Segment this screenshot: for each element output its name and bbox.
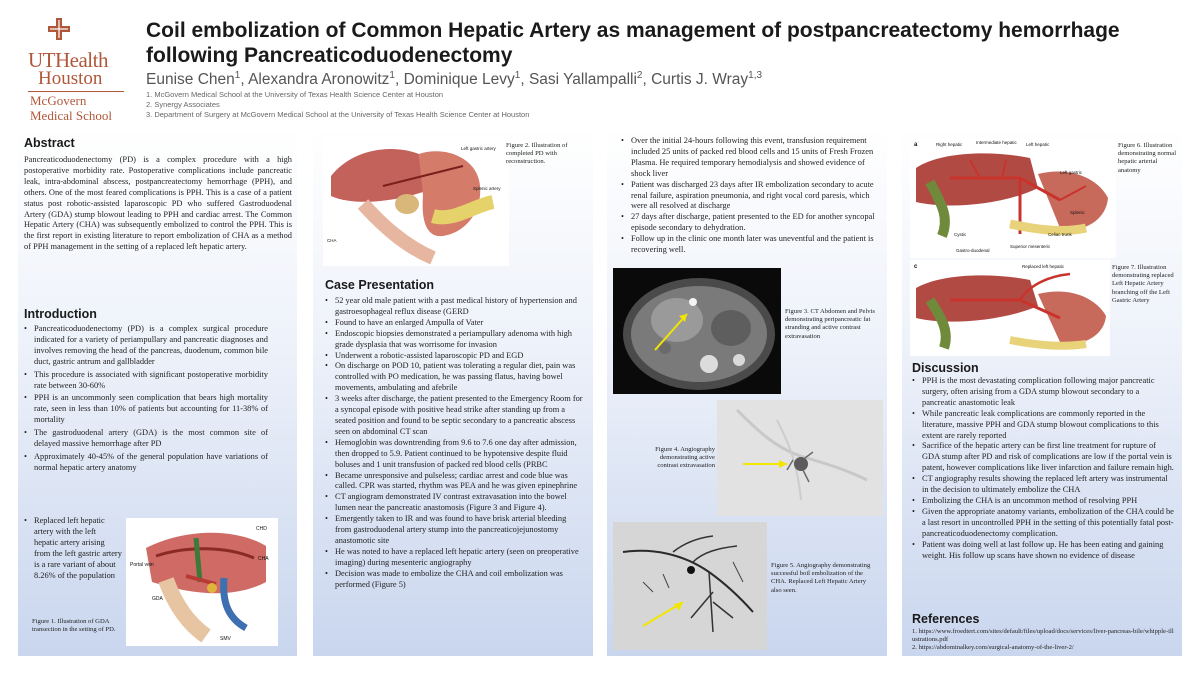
list-item: • CT angiogram demonstrated IV contrast extravasation into the bowel lumen near the pancreatic anastomosis (Figure 3 and Figure 4). (325, 492, 583, 514)
list-item: • PPH is an uncommonly seen complication that bears high mortality rate, seen in less than 10% of patients but accounting for 11-38% of mortality (24, 393, 268, 426)
figure-1-label: Portal vein (130, 562, 154, 568)
list-item: • 3 weeks after discharge, the patient presented to the Emergency Room for a syncopal episode with positive head strike after standing up from a seated position and found to be septic secondary to a pancreatic abscess seen on abdominal CT scan (325, 394, 583, 438)
logo-divider (28, 91, 124, 92)
poster-header (0, 0, 1200, 122)
list-item: • The gastroduodenal artery (GDA) is the most common site of delayed massive hemorrhage after PD (24, 428, 268, 450)
figure-6-illustration (910, 138, 1116, 258)
affiliation-list (146, 90, 529, 120)
figure-2-caption: Figure 2. Illustration of completed PD with reconstruction. (506, 142, 568, 166)
embolization-angiography-drawing (613, 522, 767, 650)
list-item: • Approximately 40-45% of the general population have variations of normal hepatic artery anatomy (24, 452, 268, 474)
list-item: • Found to have an enlarged Ampulla of Vater (325, 318, 583, 329)
affiliation-item: 3. Department of Surgery at McGovern Medical School at the University of Texas Health Science Center at Houston (146, 110, 530, 119)
figure-7-panel-letter: c (914, 264, 918, 270)
list-item: • Replaced left hepatic artery with the left hepatic artery arising from the left gastric artery is a rare variant of about 8.26% of the population (24, 516, 122, 581)
figure-6-label: Right hepatic (936, 142, 963, 147)
author-name: Dominique Levy (403, 71, 515, 89)
author-list: Eunise Chen$^1$, Alexandra Aronowitz$^1$, Dominique Levy$^1$, Sasi Yallampalli$^2$, Curtis J. Wray$^{1,3}$ (146, 70, 763, 89)
logo-text-houston: Houston (38, 68, 103, 89)
column-4 (902, 128, 1182, 656)
figure-6-label: Cystic (954, 232, 967, 237)
figure-6-label: Superior mesenteric (1010, 244, 1051, 249)
list-item: • Hemoglobin was downtrending from 9.6 to 7.6 one day after admission, then dropped to 5.9. Patient continued to be hypotensive despite fluid boluses and 1 unit transfusion of packed red blood cells (PRBC (325, 438, 583, 471)
list-item: • Patient was discharged 23 days after IR embolization secondary to acute renal failure, aspiration pneumonia, and right vocal cord paresis, which were all resolved at discharge (621, 180, 879, 213)
list-item: • CT angiography results showing the replaced left artery was instrumental in the decision to ultimately embolize the CHA (912, 474, 1174, 496)
references-heading: References (912, 612, 980, 626)
list-item: • Embolizing the CHA is an uncommon method of resolving PPH (912, 496, 1174, 507)
list-item: • Pancreaticoduodenectomy (PD) is a complex surgical procedure indicated for a variety of periampullary and pancreatic diagnoses and involves removing the head of the pancreas, duodenum, common bile duct, gastric antrum and gallbladder (24, 324, 268, 368)
list-item: • This procedure is associated with significant postoperative morbidity rate between 30-60% (24, 370, 268, 392)
logo-text-uthealth: UTHealth (28, 48, 108, 72)
list-item: • While pancreatic leak complications are commonly reported in the literature, massive PPH and GDA stump blowout complications to this extent are rarely reported (912, 409, 1174, 442)
figure-6-panel-letter: a (914, 142, 918, 148)
figure-2-label: CHA (327, 238, 337, 243)
list-item: • PPH is the most devastating complication following major pancreatic surgery, often arising from a GDA stump blowout secondary to a pancreatic anastomotic leak (912, 376, 1174, 409)
reference-item: 1. https://www.froedtert.com/sites/default/files/upload/docs/services/liver-pancreas-bile/whipple-illustrations.pdf (912, 628, 1174, 644)
figure-5-caption: Figure 5. Angiography demonstrating successful boil embolization of the CHA. Replaced Left Hepatic Artery also seen. (771, 562, 871, 594)
list-item: • Emergently taken to IR and was found to have brisk arterial bleeding from gastroduodenal artery stump into the pancreaticojejunostomy anastomotic site (325, 514, 583, 547)
figure-1-label: SMV (220, 636, 231, 642)
figure-7-illustration (910, 260, 1110, 356)
replaced-left-hepatic-drawing (910, 260, 1110, 356)
abstract-heading: Abstract (24, 136, 75, 150)
author-name: Alexandra Aronowitz (248, 71, 390, 89)
column-3 (607, 128, 887, 656)
list-item: • 52 year old male patient with a past medical history of hypertension and gastroesophageal reflux disease (GERD (325, 296, 583, 318)
logo-text-medical-school: Medical School (30, 108, 112, 123)
figure-6-label: Celiac trunk (1048, 232, 1072, 237)
references-list (912, 628, 1174, 653)
list-item: • Decision was made to embolize the CHA and coil embolization was performed (Figure 5) (325, 569, 583, 591)
figure-1-label: CHA (258, 556, 269, 562)
figure-2-label: Left gastric artery (461, 146, 496, 151)
column-1 (18, 128, 297, 656)
case-presentation-list (325, 296, 583, 590)
list-item: • Became unresponsive and pulseless; cardiac arrest and code blue was called. CPR was started, rhythm was PEA and he was given epinephrine (325, 471, 583, 493)
column-2 (313, 128, 593, 656)
author-affiliation-sup: 1,3 (748, 70, 763, 81)
author-affiliation-sup: 2 (636, 70, 643, 81)
poster-title: Coil embolization of Common Hepatic Artery as management of postpancreatectomy hemorrhage following Pancreaticoduodenectomy (146, 19, 1120, 67)
list-item: • Sacrifice of the hepatic artery can be first line treatment for rupture of GDA stump after PD and risk of complications are low if the portal vein is patent, however complications like liver infarction and failure remain high. (912, 441, 1174, 474)
author-affiliation-sup: 1 (514, 70, 521, 81)
figure-6-label: Left hepatic (1026, 142, 1050, 147)
gda-transection-drawing (126, 518, 278, 646)
figure-6-label: Intermediate hepatic (976, 140, 1017, 145)
uthealth-cross-icon (48, 18, 70, 40)
angiography-drawing (717, 400, 883, 516)
figure-4-caption: Figure 4. Angiography demonstrating active contrast extravasation (655, 446, 715, 470)
author-name: Eunise Chen (146, 71, 235, 89)
list-item: • Patient was doing well at last follow up. He has been eating and gaining weight. His follow up scans have shown no evidence of disease (912, 540, 1174, 562)
figure-7-caption: Figure 7. Illustration demonstrating replaced Left Hepatic Artery branching off the Left Gastric Artery (1112, 264, 1174, 304)
logo-text-mcgovern: McGovern (30, 93, 87, 108)
list-item: • Over the initial 24-hours following this event, transfusion requirement included 25 units of packed red blood cells and 15 units of Fresh Frozen Plasma. He required temporary hemodialysis and showed evidence of shock liver (621, 136, 879, 180)
list-item: • 27 days after discharge, patient presented to the ED for another syncopal episode secondary to dehydration. (621, 212, 879, 234)
figure-6-label: Splenic (1070, 210, 1085, 215)
author-affiliation-sup: 1 (234, 70, 241, 81)
figure-2-illustration (323, 136, 509, 266)
figure-1-illustration (126, 518, 278, 646)
abstract-text: Pancreaticoduodenectomy (PD) is a complex procedure with a high postoperative morbidity rate. Postoperative complications include pancreatic leak, intra-abdominal abscess, postpancreatectomy hemorrhage (PPH), and others. One of the most feared complications is PPH. This is a case of a patient status post robotic-assisted laparoscopic PD who suffered Gastroduodenal Artery (GDA) stump blowout leading to PPH and cardiac arrest. The Common Hepatic Artery (CHA) was subsequently embolized to control the PPH. This is the first report in existing literature to report embolization of CHA as a method of PPH management in the setting of a replaced left hepatic artery. (24, 155, 292, 252)
author-name: Curtis J. Wray (651, 71, 749, 89)
case-continued-list (621, 136, 879, 256)
uthealth-logo (24, 18, 134, 123)
figure-3-caption: Figure 3. CT Abdomen and Pelvis demonstrating peripancreatic fat stranding and active contrast extravasation (785, 308, 875, 340)
figure-6-label: Gastro-duodenal (956, 248, 990, 253)
figure-4-angiography (717, 400, 883, 516)
figure-6-label: Left gastric (1060, 170, 1083, 175)
discussion-heading: Discussion (912, 361, 979, 375)
figure-7-label: Replaced left hepatic (1022, 264, 1065, 269)
introduction-list-side (24, 516, 122, 583)
figure-2-label: Splenic artery (473, 186, 501, 191)
figure-3-ct-image (613, 268, 781, 394)
author-affiliation-sup: 1 (389, 70, 395, 81)
list-item: • Follow up in the clinic one month later was uneventful and the patient is recovering well. (621, 234, 879, 256)
figure-1-label: CHD (256, 526, 267, 532)
author-name: Sasi Yallampalli (528, 71, 637, 89)
list-item: • He was noted to have a replaced left hepatic artery (seen on preoperative imaging) during mesenteric angiography (325, 547, 583, 569)
affiliation-item: 2. Synergy Associates (146, 100, 220, 109)
figure-1-caption: Figure 1. Illustration of GDA transection in the setting of PD. (32, 618, 116, 634)
figure-1-label: GDA (152, 596, 163, 602)
list-item: • Given the appropriate anatomy variants, embolization of the CHA could be a last resort in uncontrolled PPH in the setting of this potentially fatal post-pancreaticoduodenectomy complication. (912, 507, 1174, 540)
discussion-list (912, 376, 1174, 561)
normal-hepatic-anatomy-drawing (910, 138, 1116, 258)
ct-scan-drawing (613, 268, 781, 394)
list-item: • Underwent a robotic-assisted laparoscopic PD and EGD (325, 351, 583, 362)
case-presentation-heading: Case Presentation (325, 278, 435, 292)
affiliation-item: 1. McGovern Medical School at the University of Texas Health Science Center at Houston (146, 90, 444, 99)
introduction-list (24, 324, 268, 476)
reference-item: 2. https://abdominalkey.com/surgical-anatomy-of-the-liver-2/ (912, 644, 1074, 652)
figure-6-caption: Figure 6. Illustration demonstrating normal hepatic arterial anatomy (1118, 142, 1177, 174)
introduction-heading: Introduction (24, 307, 97, 321)
figure-5-angiography (613, 522, 767, 650)
list-item: • On discharge on POD 10, patient was tolerating a regular diet, pain was controlled with PO medication, he was passing flatus, having bowel movements, ambulating and afebrile (325, 361, 583, 394)
completed-pd-drawing (323, 136, 509, 266)
list-item: • Endoscopic biopsies demonstrated a periampullary adenoma with high grade dysplasia that was worrisome for invasion (325, 329, 583, 351)
